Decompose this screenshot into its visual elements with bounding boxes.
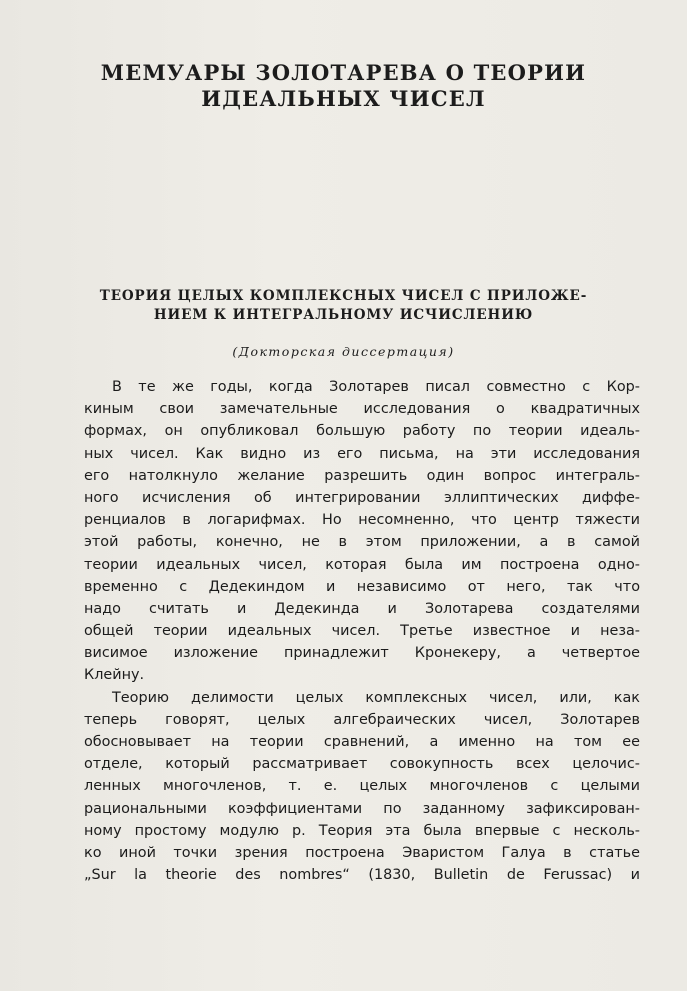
text-line: ренциалов в логарифмах. Но несомненно, что центр тяжести xyxy=(84,512,640,529)
text-line: его натолкнуло желание разрешить один вопрос интеграль- xyxy=(84,467,640,484)
paragraph-1 xyxy=(84,376,640,687)
text-line: Теорию делимости целых комплексных чисел, или, как xyxy=(112,689,640,706)
text-line: отделе, который рассматривает совокупность всех целочис- xyxy=(84,756,640,773)
text-line: ных чисел. Как видно из его письма, на эти исследования xyxy=(84,445,640,462)
text-line: киным свои замечательные исследования о квадратичных xyxy=(84,401,640,418)
text-line: общей теории идеальных чисел. Третье известное и неза- xyxy=(84,623,640,640)
text-line: обосновывает на теории сравнений, а именно на том ее xyxy=(84,734,640,750)
text-line: „Sur la theorie des nombres“ (1830, Bulletin de Ferussac) и xyxy=(84,867,640,884)
text-line: временно с Дедекиндом и независимо от него, так что xyxy=(84,578,640,595)
section-title-line: НИЕМ К ИНТЕГРАЛЬНОМУ ИСЧИСЛЕНИЮ xyxy=(153,307,534,323)
text-line: теории идеальных чисел, которая была им построена одно- xyxy=(84,556,640,573)
text-line: висимое изложение принадлежит Кронекеру, а четвертое xyxy=(84,645,640,662)
main-title xyxy=(0,60,687,112)
main-title-line: МЕМУАРЫ ЗОЛОТАРЕВА О ТЕОРИИ xyxy=(100,60,587,85)
text-line: ного исчисления об интегрировании эллиптических диффе- xyxy=(84,489,640,506)
text-line: ному простому модулю p. Теория эта была впервые с несколь- xyxy=(84,822,640,839)
subtitle: (Докторская диссертация) xyxy=(232,344,455,359)
body-text xyxy=(84,376,640,886)
text-line: надо считать и Дедекинда и Золотарева создателями xyxy=(84,600,640,617)
text-line: ко иной точки зрения построена Эваристом Галуа в статье xyxy=(84,844,640,861)
text-line: этой работы, конечно, не в этом приложении, а в самой xyxy=(84,534,640,551)
text-line: теперь говорят, целых алгебраических чисел, Золотарев xyxy=(84,711,640,728)
text-line: Клейну. xyxy=(84,667,145,684)
main-title-line: ИДЕАЛЬНЫХ ЧИСЕЛ xyxy=(201,86,486,111)
text-line: рациональными коэффициентами по заданному зафиксирован- xyxy=(84,800,640,817)
section-title-line: ТЕОРИЯ ЦЕЛЫХ КОМПЛЕКСНЫХ ЧИСЕЛ С ПРИЛОЖЕ- xyxy=(99,288,588,304)
text-line: формах, он опубликовал большую работу по теории идеаль- xyxy=(84,423,640,440)
paragraph-2 xyxy=(84,687,640,887)
text-line: В те же годы, когда Золотарев писал совместно с Кор- xyxy=(112,379,640,395)
section-title xyxy=(0,287,687,325)
text-line: ленных многочленов, т. е. целых многочленов с целыми xyxy=(84,778,640,795)
